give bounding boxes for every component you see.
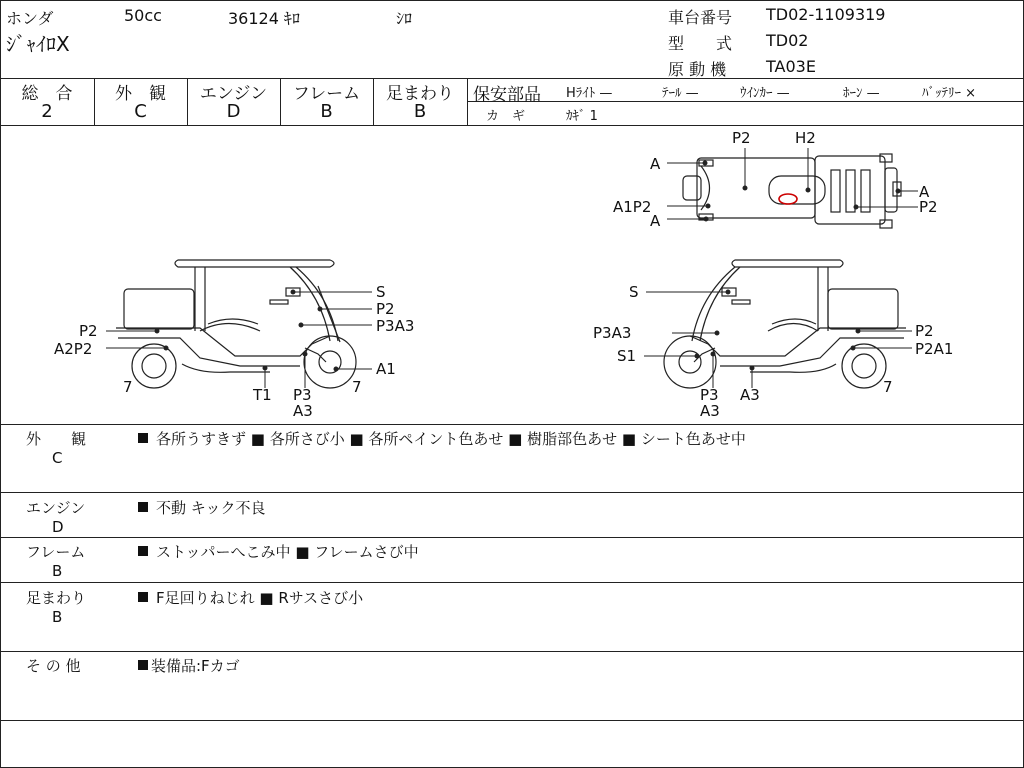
label-top-a1: A: [650, 155, 661, 173]
bullet-square-icon: [138, 660, 148, 670]
label-right-7: 7: [883, 378, 893, 396]
frame-no-label: 車台番号: [668, 8, 733, 27]
damage-mark: [779, 194, 797, 204]
suspension-section-grade: B: [52, 608, 63, 626]
label-right-s: S: [629, 283, 639, 301]
engine-notes: 不動 キック不良: [138, 497, 265, 518]
right-view-scooter: [664, 260, 906, 388]
maker: ホンダ: [6, 9, 54, 28]
label-left-p3: P3: [293, 386, 312, 404]
safety-horn: ﾎｰﾝ —: [843, 86, 880, 101]
label-top-a2: A: [919, 183, 930, 201]
safety-taillight: ﾃｰﾙ —: [662, 86, 699, 101]
label-left-p2-rear: P2: [79, 322, 98, 340]
label-right-p2: P2: [915, 322, 934, 340]
engine-grade-label: エンジン: [199, 84, 268, 104]
frame-notes: ストッパーへこみ中 ■ フレームさび中: [138, 541, 419, 562]
left-view-scooter: [116, 260, 356, 388]
top-view-scooter: [683, 154, 901, 228]
frame-grade-label: フレーム: [292, 84, 361, 104]
label-left-s: S: [376, 283, 386, 301]
safety-divider: [467, 101, 1024, 102]
bullet-square-icon: [138, 592, 148, 602]
label-right-a3: A3: [740, 386, 760, 404]
label-top-a1p2: A1P2: [613, 198, 652, 216]
other-title: そ の 他: [26, 657, 81, 675]
suspension-notes: F足回りねじれ ■ Rサスさび小: [138, 587, 363, 608]
engine-grade: D: [226, 101, 241, 122]
label-top-h2: H2: [795, 129, 816, 147]
label-left-p3a3: P3A3: [376, 317, 415, 335]
label-right-p3: P3: [700, 386, 719, 404]
label-top-a3: A: [650, 212, 661, 230]
label-left-7a: 7: [123, 378, 133, 396]
bullet-square-icon: [138, 433, 148, 443]
label-left-t1: T1: [253, 386, 272, 404]
bullet-square-icon: [138, 502, 148, 512]
frame-grade: B: [320, 101, 333, 122]
key-label: カ ギ: [486, 109, 526, 124]
bullet-square-icon: [138, 546, 148, 556]
body-color: ｼﾛ: [396, 9, 413, 28]
frame-no: TD02-1109319: [766, 5, 886, 24]
suspension-title: 足まわり: [26, 589, 87, 607]
other-notes: 装備品:Fカゴ: [138, 655, 240, 676]
suspension-grade-label: 足まわり: [386, 84, 454, 104]
frame-section-grade: B: [52, 562, 63, 580]
label-top-p2: P2: [732, 129, 751, 147]
label-left-a1: A1: [376, 360, 396, 378]
engine-section-grade: D: [52, 518, 64, 536]
exterior-section-grade: C: [52, 449, 63, 467]
safety-headlight: Hﾗｲﾄ —: [566, 86, 613, 101]
engine-label: 原 動 機: [668, 60, 727, 79]
label-right-p3a3: P3A3: [593, 324, 632, 342]
frame-title: フレーム: [26, 543, 86, 561]
model-code: TD02: [766, 31, 809, 50]
safety-label: 保安部品: [473, 85, 541, 105]
safety-battery: ﾊﾞｯﾃﾘｰ ×: [922, 86, 977, 101]
exterior-grade: C: [134, 101, 147, 122]
model-name: ｼﾞｬｲﾛX: [6, 32, 70, 56]
exterior-title: 外 観: [26, 430, 87, 448]
key-value: ｶｷﾞ 1: [566, 109, 598, 124]
label-right-a3-under: A3: [700, 402, 720, 420]
engine-title: エンジン: [26, 499, 86, 517]
overall-label: 総 合: [21, 84, 73, 104]
label-right-p2a1: P2A1: [915, 340, 954, 358]
suspension-grade: B: [413, 101, 427, 122]
label-left-a2p2: A2P2: [54, 340, 93, 358]
label-left-a3: A3: [293, 402, 313, 420]
overall-grade: 2: [41, 101, 53, 122]
label-top-p2b: P2: [919, 198, 938, 216]
engine-code: TA03E: [766, 57, 816, 76]
label-left-7b: 7: [352, 378, 362, 396]
exterior-label: 外 観: [115, 84, 166, 104]
displacement: 50cc: [124, 6, 162, 25]
mileage: 36124 ｷﾛ: [228, 9, 300, 28]
safety-winker: ｳｲﾝｶｰ —: [740, 86, 790, 101]
label-right-s1: S1: [617, 347, 637, 365]
model-label: 型 式: [668, 34, 733, 53]
label-left-p2: P2: [376, 300, 395, 318]
exterior-notes: 各所うすきず ■ 各所さび小 ■ 各所ペイント色あせ ■ 樹脂部色あせ ■ シート色あせ中: [138, 428, 746, 449]
damage-diagram: [0, 126, 1024, 424]
